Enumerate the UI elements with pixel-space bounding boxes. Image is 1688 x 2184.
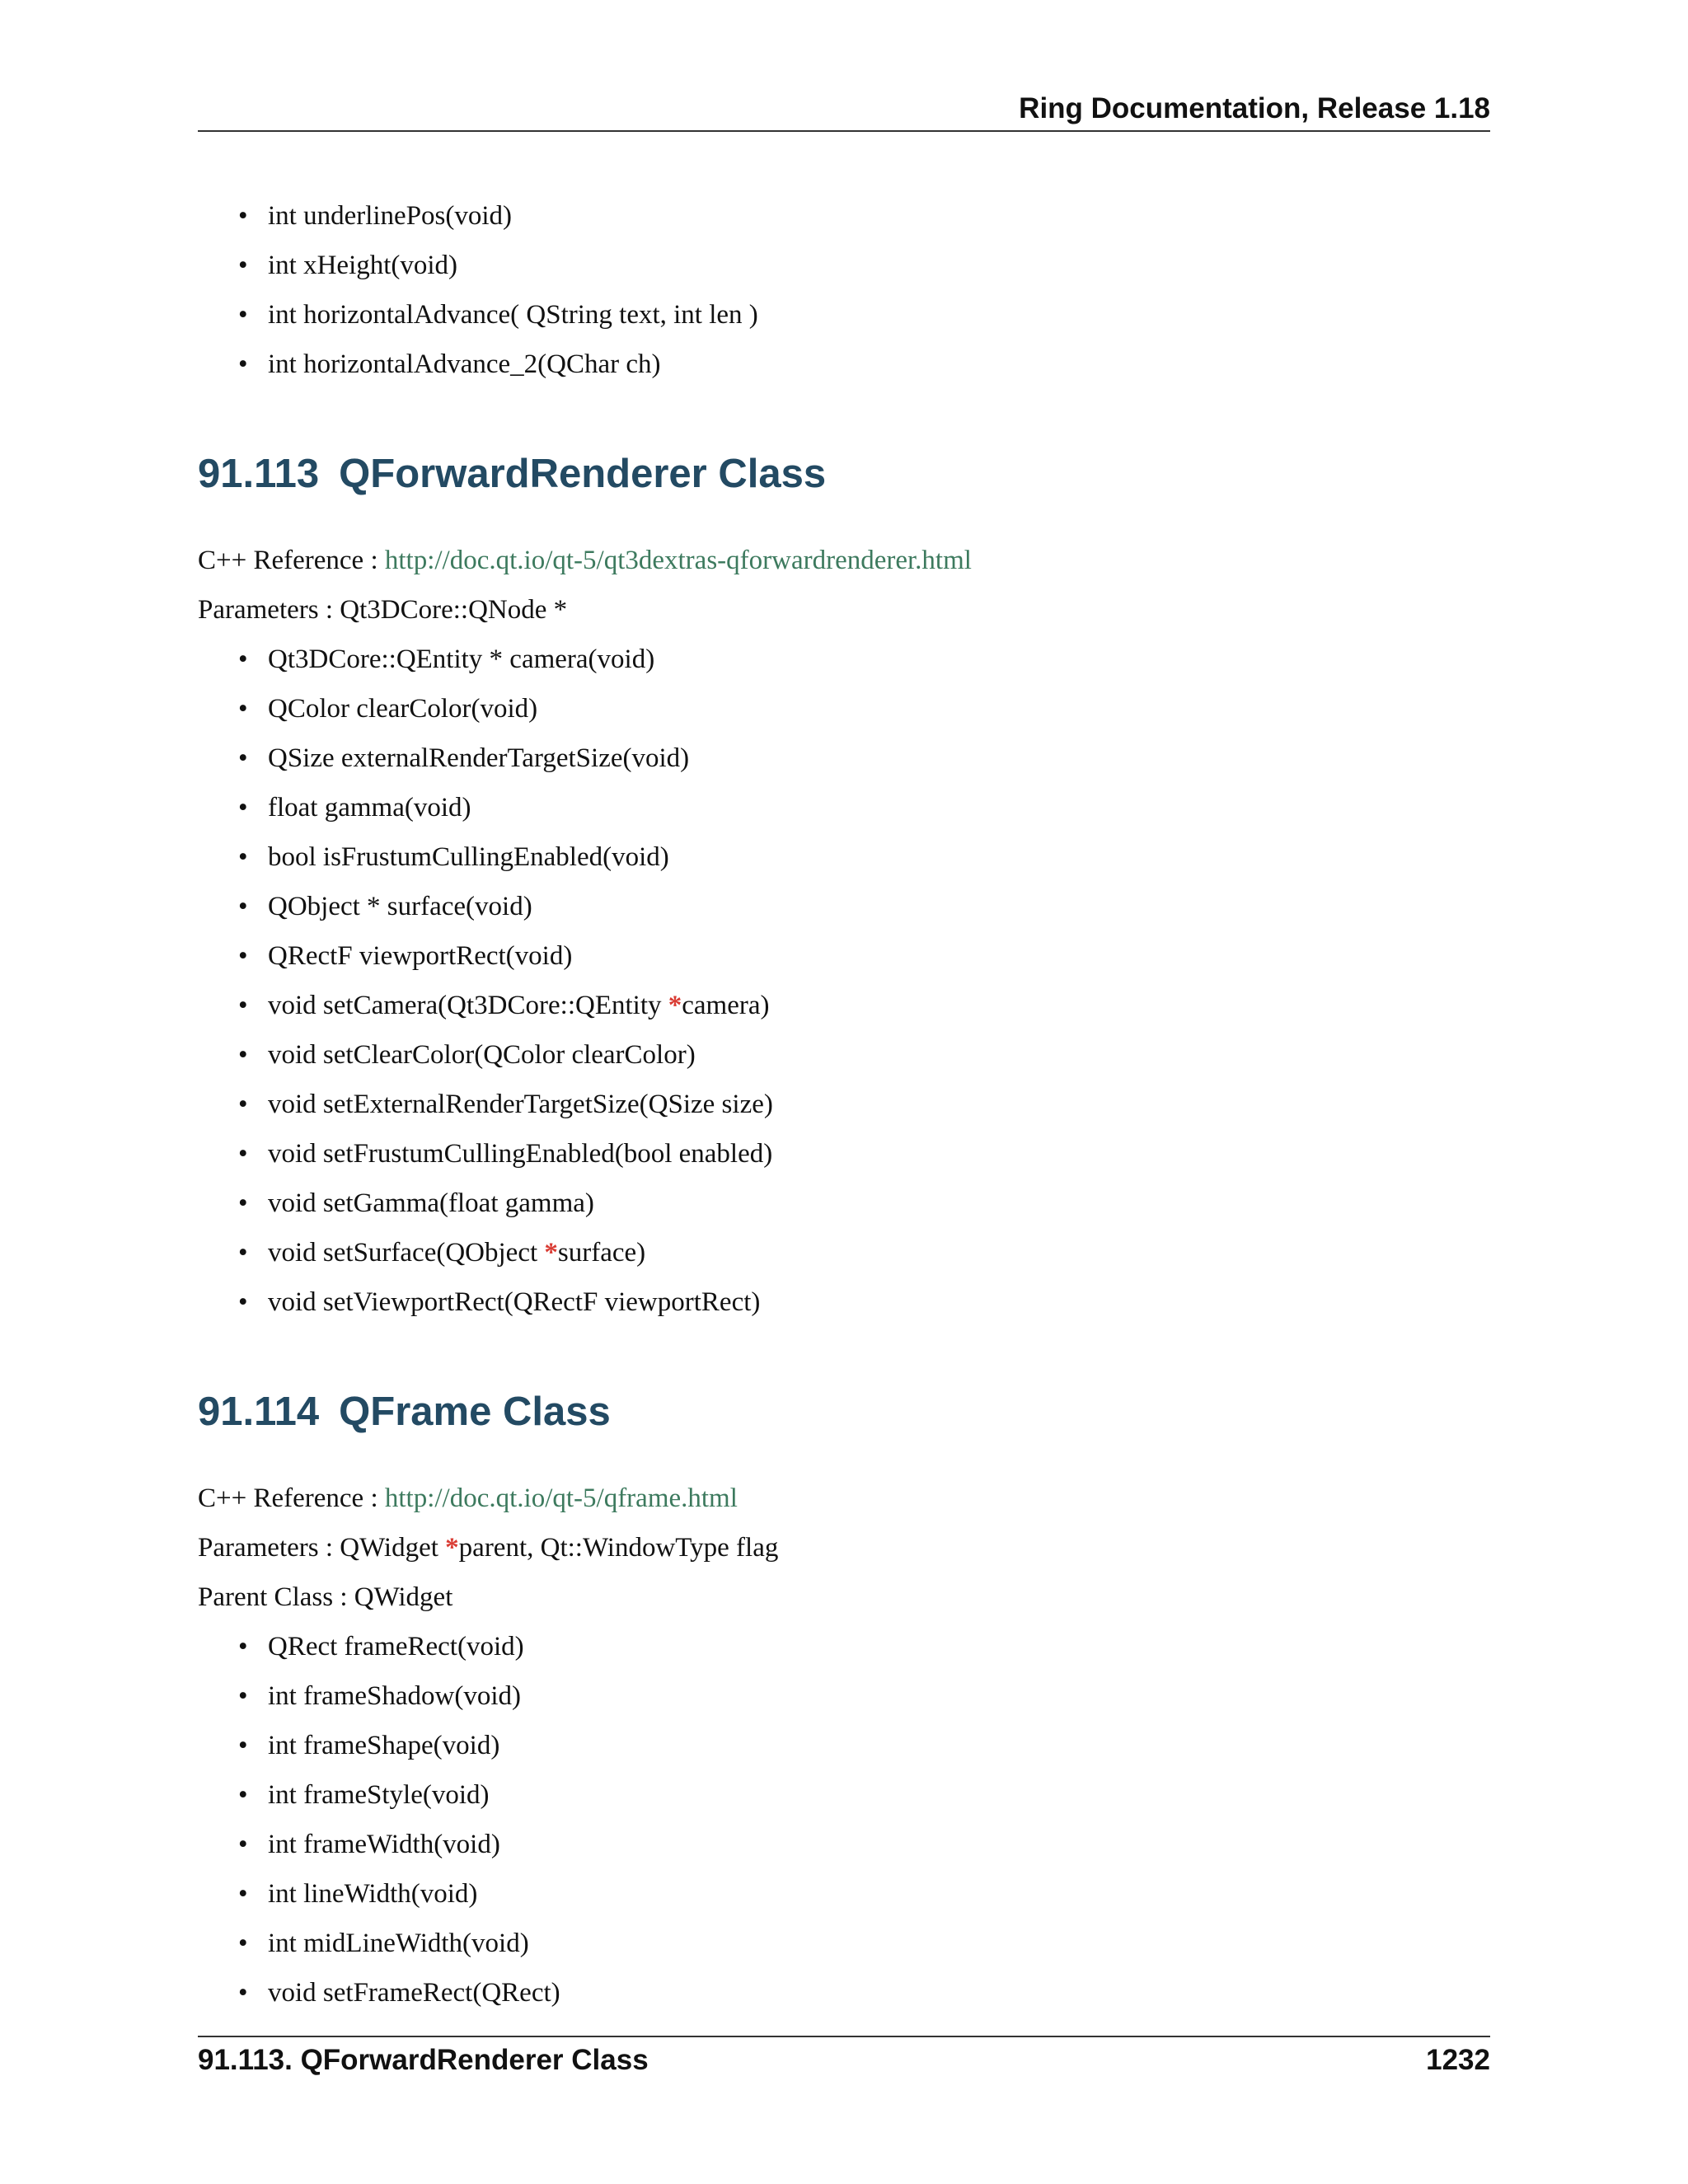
list-item: • Qt3DCore::QEntity * camera(void) xyxy=(268,635,1490,684)
spacer xyxy=(198,1327,1490,1375)
list-item: • int horizontalAdvance_2(QChar ch) xyxy=(268,340,1490,389)
page-number: 1232 xyxy=(1426,2044,1490,2076)
page-content xyxy=(198,191,1490,2018)
list-item: • void setFrameRect(QRect) xyxy=(268,1968,1490,2018)
list-item: • int lineWidth(void) xyxy=(268,1869,1490,1919)
section-number: 91.113 xyxy=(198,452,320,496)
parameters-line xyxy=(198,1523,1490,1572)
page-footer xyxy=(198,2036,1490,2079)
parent-class-line: Parent Class : QWidget xyxy=(198,1582,453,1612)
reference-label: C++ Reference : xyxy=(198,1483,385,1513)
parameters-text: parent, Qt::WindowType flag xyxy=(458,1533,779,1563)
list-item: • int frameShape(void) xyxy=(268,1721,1490,1770)
list-item: • void setFrustumCullingEnabled(bool enabled) xyxy=(268,1129,1490,1179)
list-item: • float gamma(void) xyxy=(268,783,1490,832)
list-item: • int midLineWidth(void) xyxy=(268,1919,1490,1968)
method-text: void setSurface(QObject xyxy=(268,1238,545,1268)
list-item xyxy=(268,981,1490,1030)
spacer xyxy=(198,511,1490,536)
section-title-text: QForwardRenderer Class xyxy=(339,452,827,496)
list-item: • void setViewportRect(QRectF viewportRect) xyxy=(268,1277,1490,1327)
pointer-star: * xyxy=(668,991,682,1020)
list-item: • QColor clearColor(void) xyxy=(268,684,1490,733)
parameters-line: Parameters : Qt3DCore::QNode * xyxy=(198,595,568,625)
reference-label: C++ Reference : xyxy=(198,546,385,575)
qforwardrenderer-method-list xyxy=(198,635,1490,1327)
parameters-text: Parameters : QWidget xyxy=(198,1533,446,1563)
pointer-star: * xyxy=(445,1533,459,1563)
list-item: • int underlinePos(void) xyxy=(268,191,1490,241)
pointer-star: * xyxy=(544,1238,558,1268)
list-item: • void setExternalRenderTargetSize(QSize size) xyxy=(268,1080,1490,1129)
list-item: • QRect frameRect(void) xyxy=(268,1622,1490,1671)
section-heading-qforwardrenderer xyxy=(198,437,1490,511)
qframe-method-list xyxy=(198,1622,1490,2018)
list-item: • void setGamma(float gamma) xyxy=(268,1179,1490,1228)
cpp-reference xyxy=(198,536,1490,585)
list-item: • bool isFrustumCullingEnabled(void) xyxy=(268,832,1490,882)
spacer xyxy=(198,1449,1490,1474)
list-item: • int frameWidth(void) xyxy=(268,1820,1490,1869)
header-title: Ring Documentation, Release 1.18 xyxy=(1019,92,1490,124)
method-text: surface) xyxy=(557,1238,646,1268)
list-item: • QObject * surface(void) xyxy=(268,882,1490,931)
top-method-list xyxy=(198,191,1490,389)
section-title-text: QFrame Class xyxy=(339,1390,611,1434)
footer-section: 91.113. QForwardRenderer Class xyxy=(198,2044,649,2076)
list-item: • QSize externalRenderTargetSize(void) xyxy=(268,733,1490,783)
list-item: • int xHeight(void) xyxy=(268,241,1490,290)
reference-link[interactable]: http://doc.qt.io/qt-5/qframe.html xyxy=(384,1483,738,1513)
cpp-reference xyxy=(198,1474,1490,1523)
list-item: • int frameStyle(void) xyxy=(268,1770,1490,1820)
reference-link[interactable]: http://doc.qt.io/qt-5/qt3dextras-qforwardrenderer.html xyxy=(384,546,972,575)
spacer xyxy=(198,389,1490,437)
page-header xyxy=(198,91,1490,132)
method-text: camera) xyxy=(682,991,770,1020)
section-heading-qframe xyxy=(198,1375,1490,1449)
list-item: • void setClearColor(QColor clearColor) xyxy=(268,1030,1490,1080)
list-item: • int horizontalAdvance( QString text, int len ) xyxy=(268,290,1490,340)
list-item: • QRectF viewportRect(void) xyxy=(268,931,1490,981)
list-item xyxy=(268,1228,1490,1277)
method-text: void setCamera(Qt3DCore::QEntity xyxy=(268,991,668,1020)
section-number: 91.114 xyxy=(198,1390,320,1434)
list-item: • int frameShadow(void) xyxy=(268,1671,1490,1721)
